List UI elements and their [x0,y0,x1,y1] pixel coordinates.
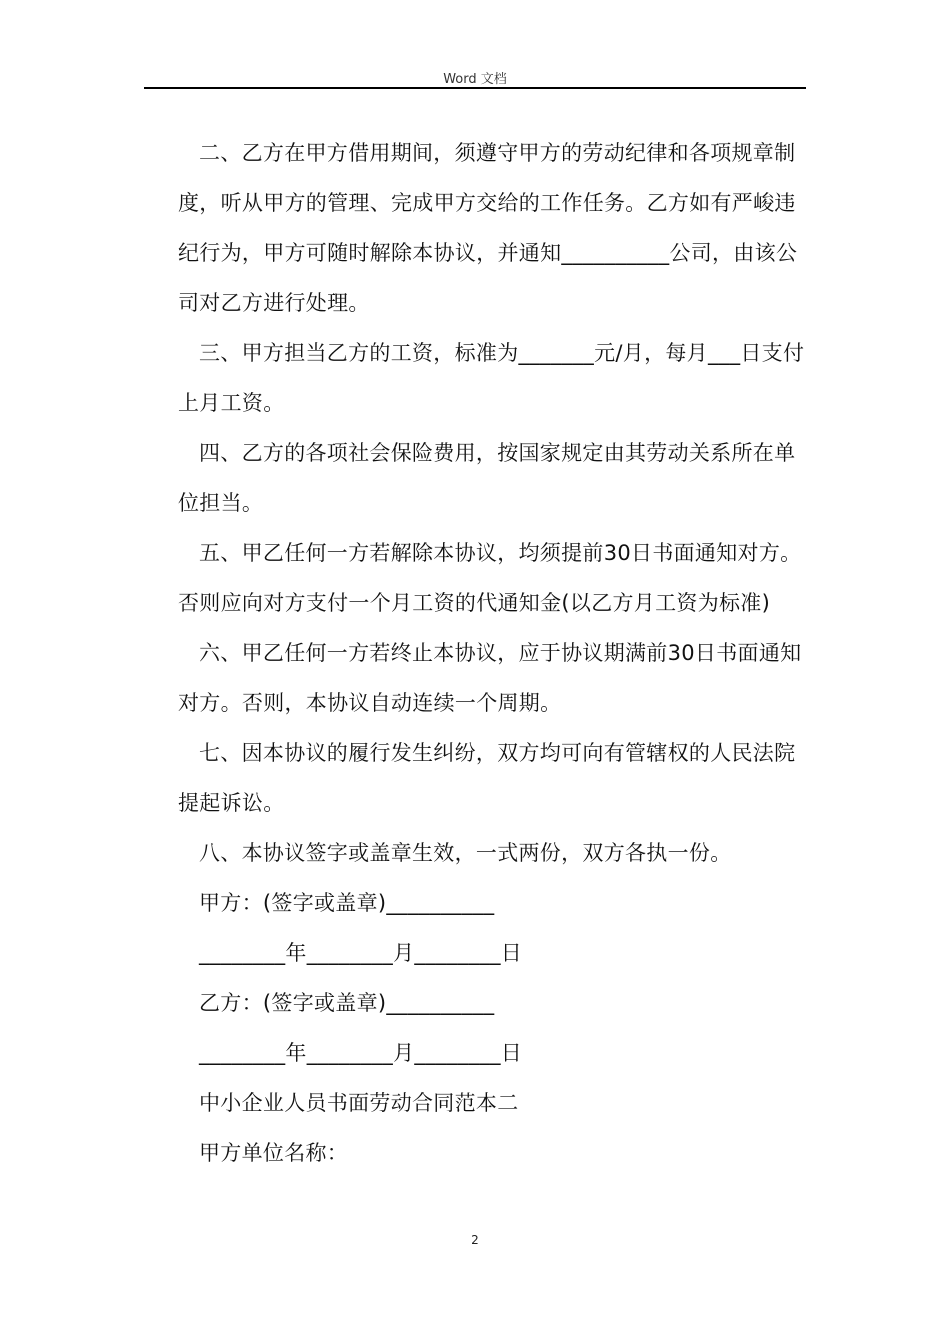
party-b-signature: 乙方：(签字或盖章)__________ [199,991,495,1015]
clause-5: 五、甲乙任何一方若解除本协议，均须提前30日书面通知对方。否则应向对方支付一个月工资的代通知金(以乙方月工资为标准) [178,541,802,615]
document-header: Word 文档 [443,72,507,87]
section-title: 中小企业人员书面劳动合同范本二 [199,1091,519,1115]
clause-2: 二、乙方在甲方借用期间，须遵守甲方的劳动纪律和各项规章制度，听从甲方的管理、完成甲方交给的工作任务。乙方如有严峻违纪行为，甲方可随时解除本协议，并通知__________公司，由该公司对乙方进行处理。 [178,141,798,315]
clause-3: 三、甲方担当乙方的工资，标准为_______元/月，每月___日支付上月工资。 [178,341,805,415]
clause-7: 七、因本协议的履行发生纠纷，双方均可向有管辖权的人民法院提起诉讼。 [178,741,796,815]
page-number: 2 [471,1233,479,1247]
party-a-date: ________年________月________日 [199,941,523,965]
party-a-signature: 甲方：(签字或盖章)__________ [199,891,495,915]
party-b-date: ________年________月________日 [199,1041,523,1065]
clause-6: 六、甲乙任何一方若终止本协议，应于协议期满前30日书面通知对方。否则，本协议自动连续一个周期。 [178,641,802,715]
clause-8: 八、本协议签字或盖章生效，一式两份，双方各执一份。 [199,841,732,865]
header-divider [144,87,806,89]
clause-4: 四、乙方的各项社会保险费用，按国家规定由其劳动关系所在单位担当。 [178,441,796,515]
document-body [178,128,808,1178]
party-a-unit-name: 甲方单位名称： [199,1141,349,1165]
